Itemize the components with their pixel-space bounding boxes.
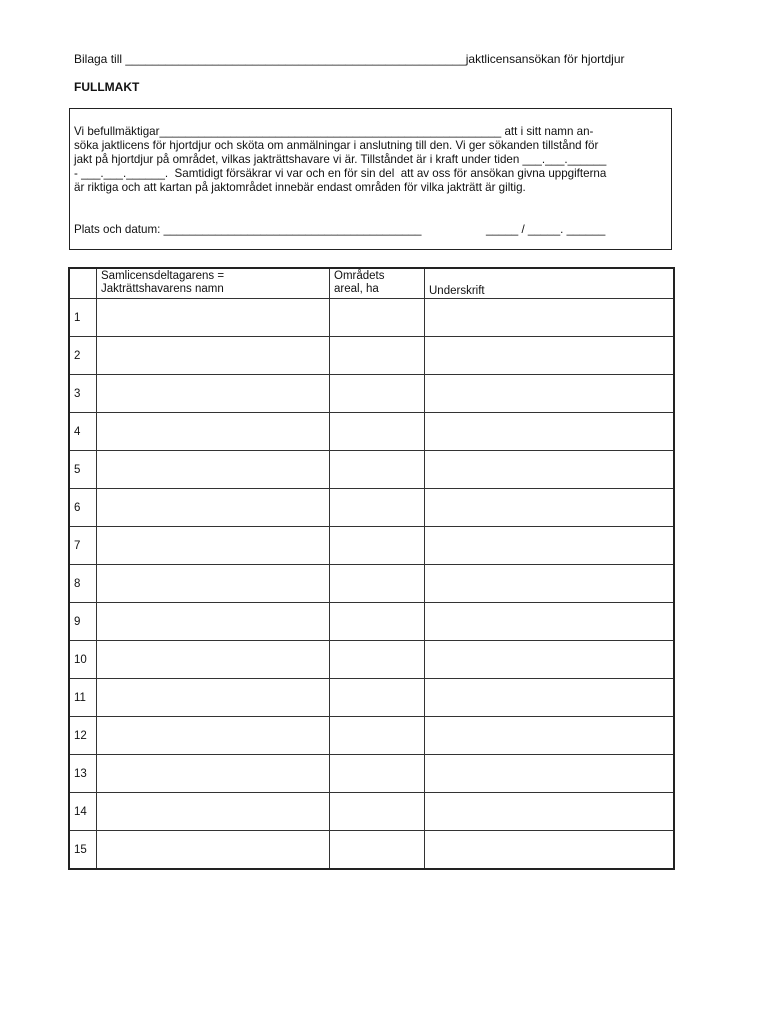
- table-row: [69, 679, 674, 717]
- area-cell[interactable]: [330, 793, 425, 831]
- area-cell[interactable]: [330, 755, 425, 793]
- table-row: [69, 717, 674, 755]
- signature-cell[interactable]: [425, 299, 675, 337]
- area-cell[interactable]: [330, 375, 425, 413]
- area-cell[interactable]: [330, 717, 425, 755]
- area-header-line-2: areal, ha: [334, 283, 379, 295]
- row-number: 7: [69, 527, 97, 565]
- table-row: [69, 299, 674, 337]
- authorization-text-line-3: jakt på hjortdjur på området, vilkas jakträttshavare vi är. Tillståndet är i kraft under tiden ___.___.______: [74, 153, 607, 166]
- signature-cell[interactable]: [425, 641, 675, 679]
- holder-name-cell[interactable]: [97, 793, 330, 831]
- header-blank[interactable]: ___________________________________________________: [125, 52, 466, 66]
- area-header: [330, 268, 425, 299]
- area-cell[interactable]: [330, 831, 425, 870]
- authorization-box: [69, 108, 672, 250]
- row-number: 4: [69, 413, 97, 451]
- holder-name-header: [97, 268, 330, 299]
- row-number: 15: [69, 831, 97, 870]
- holder-name-cell[interactable]: [97, 451, 330, 489]
- signature-cell[interactable]: [425, 717, 675, 755]
- row-number: 11: [69, 679, 97, 717]
- row-number: 3: [69, 375, 97, 413]
- holder-name-cell[interactable]: [97, 413, 330, 451]
- place-date-field[interactable]: Plats och datum: ________________________________________: [74, 223, 422, 236]
- authorization-text-line-2: söka jaktlicens för hjortdjur och sköta om anmälningar i anslutning till den. Vi ger sökanden tillstånd för: [74, 139, 599, 152]
- holder-name-cell[interactable]: [97, 717, 330, 755]
- table-row: [69, 641, 674, 679]
- table-row: [69, 375, 674, 413]
- holder-name-cell[interactable]: [97, 565, 330, 603]
- signature-cell[interactable]: [425, 603, 675, 641]
- row-number: 13: [69, 755, 97, 793]
- holder-name-cell[interactable]: [97, 489, 330, 527]
- authorization-text-line-1: Vi befullmäktigar_____________________________________________________ att i sitt namn an-: [74, 125, 594, 138]
- signature-cell[interactable]: [425, 831, 675, 870]
- area-cell[interactable]: [330, 451, 425, 489]
- table-row: [69, 451, 674, 489]
- date-field[interactable]: _____ / _____. ______: [486, 223, 606, 236]
- signature-header-label: Underskrift: [429, 285, 485, 297]
- holder-name-cell[interactable]: [97, 603, 330, 641]
- signature-cell[interactable]: [425, 679, 675, 717]
- table-row: [69, 337, 674, 375]
- row-number: 6: [69, 489, 97, 527]
- row-number: 1: [69, 299, 97, 337]
- table-row: [69, 831, 674, 870]
- signature-header: [425, 268, 675, 299]
- row-number: 10: [69, 641, 97, 679]
- signature-cell[interactable]: [425, 413, 675, 451]
- area-cell[interactable]: [330, 641, 425, 679]
- area-cell[interactable]: [330, 337, 425, 375]
- row-number: 8: [69, 565, 97, 603]
- holder-name-cell[interactable]: [97, 375, 330, 413]
- table-row: [69, 565, 674, 603]
- area-cell[interactable]: [330, 413, 425, 451]
- row-number: 12: [69, 717, 97, 755]
- table-row: [69, 527, 674, 565]
- row-number: 2: [69, 337, 97, 375]
- header-line: [74, 52, 625, 66]
- table-header-row: [69, 268, 674, 299]
- document-title: FULLMAKT: [74, 80, 140, 94]
- table-row: [69, 603, 674, 641]
- holder-name-cell[interactable]: [97, 527, 330, 565]
- holder-name-header-line-1: Samlicensdeltagarens =: [101, 270, 225, 282]
- row-number: 5: [69, 451, 97, 489]
- area-cell[interactable]: [330, 489, 425, 527]
- table-row: [69, 793, 674, 831]
- area-cell[interactable]: [330, 679, 425, 717]
- area-cell[interactable]: [330, 527, 425, 565]
- signature-cell[interactable]: [425, 793, 675, 831]
- row-number: 14: [69, 793, 97, 831]
- holder-name-cell[interactable]: [97, 337, 330, 375]
- signature-table: [68, 267, 675, 870]
- holder-name-cell[interactable]: [97, 755, 330, 793]
- signature-cell[interactable]: [425, 565, 675, 603]
- signature-cell[interactable]: [425, 375, 675, 413]
- area-cell[interactable]: [330, 565, 425, 603]
- holder-name-cell[interactable]: [97, 679, 330, 717]
- holder-name-cell[interactable]: [97, 299, 330, 337]
- header-suffix: jaktlicensansökan för hjortdjur: [465, 52, 625, 66]
- table-row: [69, 489, 674, 527]
- signature-cell[interactable]: [425, 451, 675, 489]
- signature-cell[interactable]: [425, 337, 675, 375]
- header-prefix: Bilaga till: [74, 52, 123, 66]
- authorization-text-line-4: - ___.___.______. Samtidigt försäkrar vi var och en för sin del att av oss för ansökan givna uppgifterna: [74, 167, 607, 180]
- holder-name-cell[interactable]: [97, 831, 330, 870]
- signature-cell[interactable]: [425, 755, 675, 793]
- holder-name-header-line-2: Jakträttshavarens namn: [101, 283, 224, 295]
- area-header-line-1: Områdets: [334, 270, 385, 282]
- table-row: [69, 413, 674, 451]
- table-row: [69, 755, 674, 793]
- signature-cell[interactable]: [425, 489, 675, 527]
- area-cell[interactable]: [330, 299, 425, 337]
- signature-cell[interactable]: [425, 527, 675, 565]
- area-cell[interactable]: [330, 603, 425, 641]
- holder-name-cell[interactable]: [97, 641, 330, 679]
- row-number: 9: [69, 603, 97, 641]
- authorization-text-line-5: är riktiga och att kartan på jaktområdet innebär endast områden för vilka jakträtt är giltig.: [74, 181, 526, 194]
- row-number-header: [69, 268, 97, 299]
